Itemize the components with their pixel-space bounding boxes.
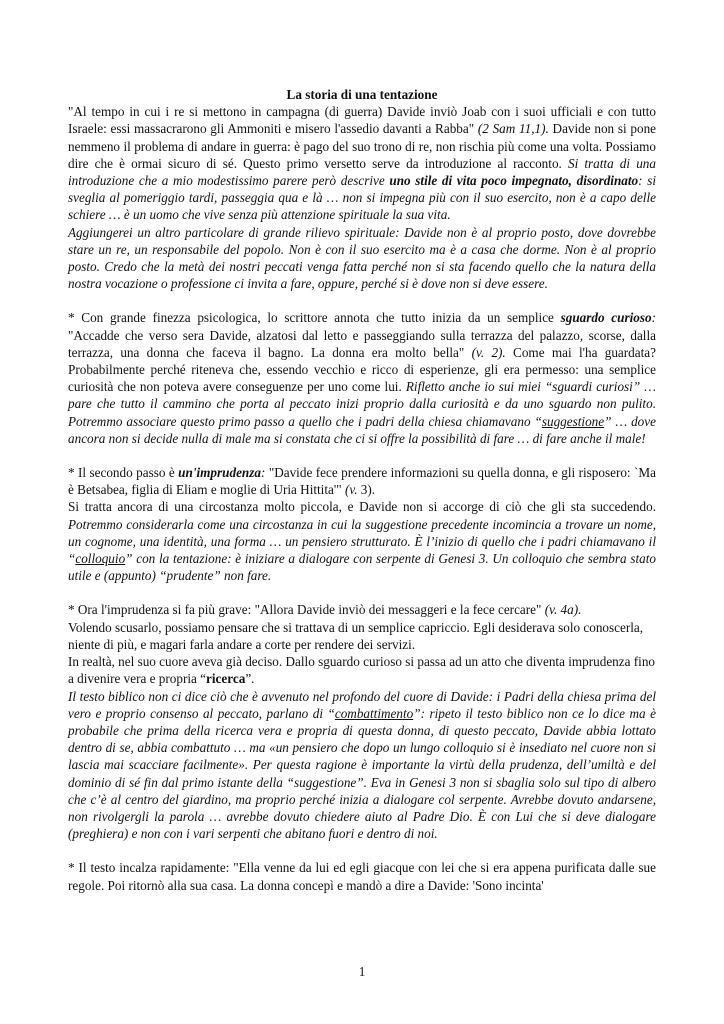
paragraph-5c: [68, 653, 656, 687]
p3-text: Come mai l'ha guardata? Probabilmente perché riteneva che, essendo vecchio e ricco di esperienze, gli era permesso: una semplice curiosità che non poteva avere conseguenze per uno come lui.: [68, 344, 656, 395]
p5-reference: (v. 4a).: [544, 602, 582, 618]
p3-reflection-end: ” … dove ancora non si decide nulla di male ma si constata che ci si offre la possibilità di fare … di fare anche il male!: [68, 413, 656, 446]
p1-reflection: Si tratta di una introduzione che a mio modestissimo parere però descrive: [68, 155, 656, 189]
paragraph-6: * Il testo incalza rapidamente: "Ella venne da lui ed egli giacque con lei che si era appena purificata dalle sue regole. Poi ritornò alla sua casa. La donna concepì e mandò a dire a Davide: 'Sono incinta': [68, 860, 656, 893]
p3-quote: "Accadde che verso sera Davide, alzatosi dal letto e passeggiando sulla terrazza del palazzo, scorse, dalla terrazza, una donna che faceva il bagno. La donna era molto bella": [68, 327, 656, 360]
p5-text-end: ”.: [245, 671, 255, 687]
p4-reference-end: 3).: [357, 482, 376, 498]
document-page: [68, 86, 656, 894]
paragraph-5: [68, 601, 656, 618]
p5-text: In realtà, nel suo cuore aveva già deciso. Dallo sguardo curioso si passa ad un atto che diventa imprudenza fino a divenire vera e propria “: [68, 654, 656, 687]
p1-reflection-end: : si sveglia al pomeriggio tardi, passeggia qua e là … non si impegna più con il suo esercito, non è a capo delle schiere … è un uomo che vive senza più attenzione spirituale la sua vita.: [68, 173, 656, 223]
p4-intro: * Il secondo passo è: [68, 465, 179, 481]
p5-keyword: combattimento: [334, 705, 414, 721]
paragraph-5b: Volendo scusarlo, possiamo pensare che si trattava di un semplice capriccio. Egli desiderava solo conoscerla, niente di più, e magari farla andare a corte per rendere dei servizi.: [68, 619, 644, 652]
p1-text: Davide non si pone nemmeno il problema di andare in guerra: è pago del suo trono di re, non rischia più come una volta. Possiamo dire che è ormai sicuro di sé. Questo primo versetto serve da introduzione al racconto.: [68, 121, 657, 171]
paragraph-4b: [68, 498, 656, 584]
p5-keyword-bold: ricerca: [206, 671, 246, 687]
p3-keyword: suggestione: [541, 413, 605, 429]
p4-text: Si tratta ancora di una circostanza molto piccola, e Davide non si accorge di ciò che gli sta succedendo.: [68, 499, 656, 515]
p4-reference: (v.: [344, 482, 358, 498]
page-number: 1: [358, 964, 366, 979]
p4-quote: "Davide fece prendere informazioni su quella donna, e gli risposero: `Ma è Betsabea, figlia di Eliam e moglie di Uria Hittita'": [68, 465, 656, 498]
p3-colon: :: [651, 310, 656, 326]
paragraph-3: [68, 309, 656, 447]
document-title: La storia di una tentazione: [286, 87, 438, 102]
p4-reflection-end: ” con la tentazione: è iniziare a dialogare con serpente di Genesi 3. Un colloquio che sembra stato utile e (appunto) “prudente” non fare.: [68, 551, 656, 584]
paragraph-1: [68, 103, 656, 223]
paragraph-4: [68, 464, 656, 498]
paragraph-5d: [68, 688, 656, 843]
p5-intro: * Ora l'imprudenza si fa più grave: "Allora Davide inviò dei messaggeri e la fece cercare": [68, 602, 545, 618]
paragraph-2: Aggiungerei un altro particolare di grande rilievo spirituale: Davide non è al proprio posto, dove dovrebbe stare un re, un responsabile del popolo. Non è con il suo esercito ma è a casa che dorme. Non è al proprio posto. Credo che la metà dei nostri peccati venga fatta perché non si sta facendo quello che la natura della nostra vocazione o professione ci invita a fare, oppure, perché si è dove non si deve essere.: [68, 224, 656, 292]
p5-reflection: Il testo biblico non ci dice ciò che è avvenuto nel profondo del cuore di Davide: i Padri della chiesa prima del vero e proprio consenso al peccato, parlano di “: [68, 688, 656, 721]
p3-reference: (v. 2).: [471, 344, 506, 360]
p1-reference: (2 Sam 11,1).: [477, 121, 549, 137]
p3-reflection: Rifletto anche io sui miei “sguardi curiosi” …pare che tutto il cammino che porta al peccato inizi proprio dalla curiosità e da uno sguardo non pulito. Potremmo associare questo primo passo a quello che i padri della chiesa chiamavano “: [68, 379, 656, 429]
p1-quote: "Al tempo in cui i re si mettono in campagna (di guerra) Davide inviò Joab con i suoi ufficiali e con tutto Israele: essi massacrarono gli Ammoniti e misero l'assedio davanti a Rabba": [68, 104, 656, 137]
p3-emphasis: sguardo curioso: [560, 310, 652, 326]
p4-colon: :: [261, 465, 269, 481]
p4-keyword: colloquio: [75, 551, 126, 567]
p5-reflection-end: ”: ripeto il testo biblico non ce lo dice ma è probabile che prima della ricerca vera e propria di questa donna, di questo peccato, Davide abbia lottato dentro di se, abbia combattuto … ma «un pensiero che dopo un lungo colloquio si è insediato nel cuore non si lascia mai scacciare facilmente». Per questa ragione è importante la virtù della prudenza, dell’umiltà e del dominio di sé fin dal primo istante della “suggestione”. Eva in Genesi 3 non si sbaglia solo sul tipo di albero che c’è al centro del giardino, ma proprio perché inizia a dialogare col serpente. Avrebbe dovuto andarsene, non rivolgergli la parola … avrebbe dovuto chiedere aiuto al Padre Dio. È con Lui che si deve dialogare (preghiera) e non con i vari serpenti che abitano fuori e dentro di noi.: [68, 705, 656, 842]
p4-reflection: Potremmo considerarla come una circostanza in cui la suggestione precedente incomincia a trovare un nome, un cognome, una identità, una forma … un pensiero strutturato. È l’inizio di quello che i padri chiamavano il “: [68, 516, 656, 567]
p1-emphasis: uno stile di vita poco impegnato, disordinato: [389, 173, 639, 189]
p4-emphasis: un'imprudenza: [178, 465, 261, 481]
p3-intro: * Con grande finezza psicologica, lo scrittore annota che tutto inizia da un semplice: [68, 310, 561, 326]
